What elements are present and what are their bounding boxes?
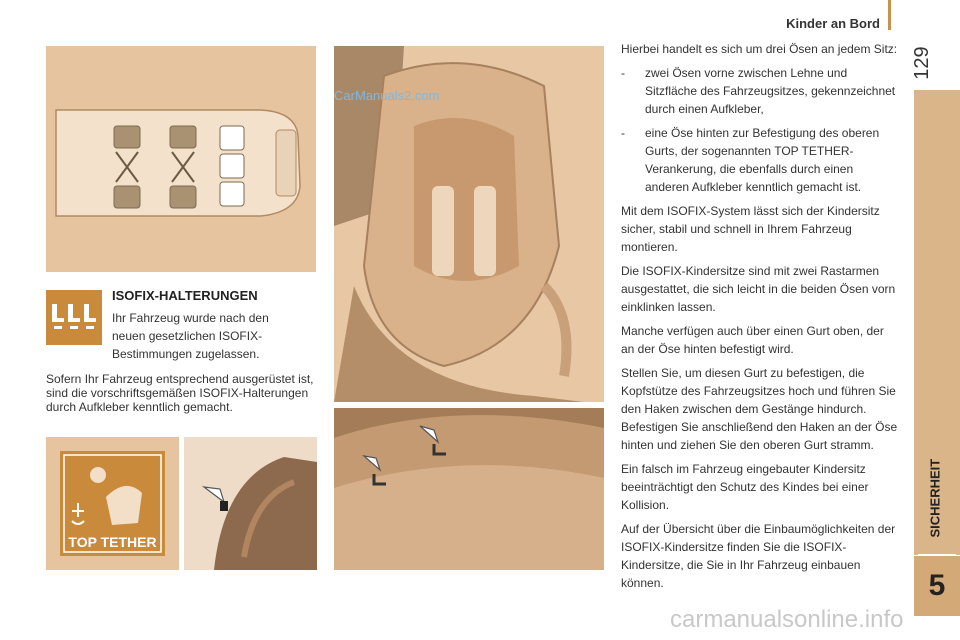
side-section-label: SICHERHEIT bbox=[927, 458, 943, 538]
watermark-top: CarManuals2.com bbox=[334, 88, 440, 103]
bullet-marker: - bbox=[621, 126, 625, 140]
top-tether-label: TOP TETHER bbox=[68, 534, 157, 550]
latch-arms-paragraph: Die ISOFIX-Kindersitze sind mit zwei Rastarmen ausgestattet, die sich leicht in die beiden Ösen vorn einklinken lassen. bbox=[621, 264, 896, 314]
overview-reference-paragraph: Auf der Übersicht über die Einbaumöglichkeiten der ISOFIX-Kindersitze finden Sie die ISOFIX-Kindersitze, die Sie in Ihr Fahrzeug einbauen können. bbox=[621, 522, 896, 590]
bullet-item bbox=[621, 124, 899, 196]
bullet-rear-eyelet: eine Öse hinten zur Befestigung des oberen Gurts, der sogenannten TOP TETHER-Verankerung, die ebenfalls durch einen anderen Aufkleber kenntlich gemacht ist. bbox=[645, 126, 880, 194]
section-heading: ISOFIX-HALTERUNGEN bbox=[112, 288, 258, 303]
isofix-benefit-paragraph: Mit dem ISOFIX-System lässt sich der Kindersitz sicher, stabil und schnell in Ihrem Fahrzeug montieren. bbox=[621, 204, 880, 254]
isofix-markers-paragraph: Sofern Ihr Fahrzeug entsprechend ausgerüstet ist, sind die vorschriftsgemäßen ISOFIX-Halterungen durch Aufkleber kenntlich gemacht. bbox=[46, 372, 314, 414]
watermark-bottom: carmanualsonline.info bbox=[670, 606, 904, 633]
van-seat-layout-illustration bbox=[46, 46, 316, 272]
seat-anchorage-graphic bbox=[334, 408, 604, 570]
seat-headrest-arrow-image bbox=[184, 437, 317, 570]
chapter-number: 5 bbox=[914, 556, 960, 616]
bullet-front-eyelets: zwei Ösen vorne zwischen Lehne und Sitzfläche des Fahrzeugsitzes, gekennzeichnet durch einen Aufkleber, bbox=[645, 66, 896, 116]
isofix-seats-glyph bbox=[46, 290, 102, 345]
isofix-seat-icon bbox=[46, 290, 102, 345]
van-outline-graphic bbox=[46, 46, 316, 272]
right-text-column bbox=[621, 40, 899, 598]
top-tether-sticker-image bbox=[46, 437, 179, 570]
header-accent-bar bbox=[888, 0, 891, 30]
fastening-instructions-paragraph: Stellen Sie, um diesen Gurt zu befestigen, die Kopfstütze des Fahrzeugsitzes hoch und führen Sie den Haken zwischen dem Gestänge hindurch. Befestigen Sie anschließend den Haken an der Öse hinten und ziehen Sie den oberen Gurt stramm. bbox=[621, 366, 898, 452]
header-section-title: Kinder an Bord bbox=[786, 16, 880, 31]
bullet-marker: - bbox=[621, 66, 625, 80]
page-number: 129 bbox=[911, 46, 933, 80]
top-tether-sticker-graphic bbox=[46, 437, 179, 570]
warning-paragraph: Ein falsch im Fahrzeug eingebauter Kindersitz beeinträchtigt den Schutz des Kindes bei einer Kollision. bbox=[621, 462, 869, 512]
eyelets-intro: Hierbei handelt es sich um drei Ösen an jedem Sitz: bbox=[621, 42, 898, 56]
seat-anchorage-illustration bbox=[334, 408, 604, 570]
intro-paragraph: Ihr Fahrzeug wurde nach den neuen gesetzlichen ISOFIX-Bestimmungen zugelassen. bbox=[112, 311, 269, 361]
seat-headrest-graphic bbox=[184, 437, 317, 570]
top-strap-paragraph: Manche verfügen auch über einen Gurt oben, der an der Öse hinten befestigt wird. bbox=[621, 324, 884, 356]
bullet-item bbox=[621, 64, 899, 118]
